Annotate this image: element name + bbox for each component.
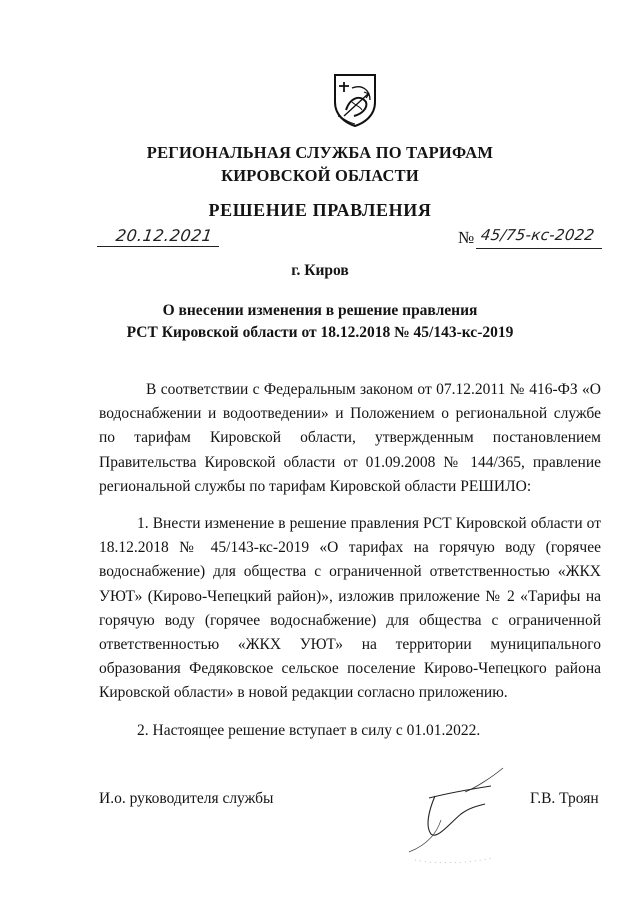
number-label: № bbox=[458, 228, 475, 247]
decision-date: 20.12.2021 bbox=[114, 226, 214, 245]
signatory-name: Г.В. Троян bbox=[530, 790, 599, 807]
date-underline bbox=[97, 245, 219, 247]
handwritten-signature bbox=[395, 760, 525, 870]
signatory-role: И.о. руководителя службы bbox=[99, 790, 274, 807]
clause-1-paragraph: 1. Внести изменение в решение правления РСТ Кировской области от 18.12.2018 № 45/143-кс-2019 «О тарифах на горячую воду (горячее водоснабжение) для общества с ограниченной ответственностью «ЖКХ УЮТ» (Кирово-Чепецкий район)», изложив приложение № 2 «Тарифы на горячую воду (горячее водоснабжение) для общества с ограниченной ответственностью «ЖКХ УЮТ» на территории муниципального образования Федяковское сельское поселение Кирово-Чепецкого района Кировской области» в новой редакции согласно приложению. bbox=[99, 515, 601, 702]
clause-2-paragraph: 2. Настоящее решение вступает в силу с 01.01.2022. bbox=[137, 722, 481, 739]
decision-number: 45/75-кс-2022 bbox=[479, 226, 596, 244]
subject-line1: О внесении изменения в решение правления bbox=[162, 302, 478, 319]
org-name-line2: КИРОВСКОЙ ОБЛАСТИ bbox=[221, 166, 419, 185]
document-type: РЕШЕНИЕ ПРАВЛЕНИЯ bbox=[208, 200, 432, 220]
subject-line2: РСТ Кировской области от 18.12.2018 № 45/143-кс-2019 bbox=[126, 324, 514, 341]
org-name-line1: РЕГИОНАЛЬНАЯ СЛУЖБА ПО ТАРИФАМ bbox=[146, 143, 494, 162]
kirov-coat-of-arms-icon bbox=[332, 72, 378, 128]
city: г. Киров bbox=[291, 262, 349, 279]
number-underline bbox=[476, 247, 602, 249]
preamble-paragraph: В соответствии с Федеральным законом от 07.12.2011 № 416-ФЗ «О водоснабжении и водоотведении» и Положением о региональной службе по тарифам Кировской области, утвержденным постановлением Правительства Кировской области от 01.09.2008 № 144/365, правление региональной службы по тарифам Кировской области РЕШИЛО: bbox=[99, 381, 601, 495]
